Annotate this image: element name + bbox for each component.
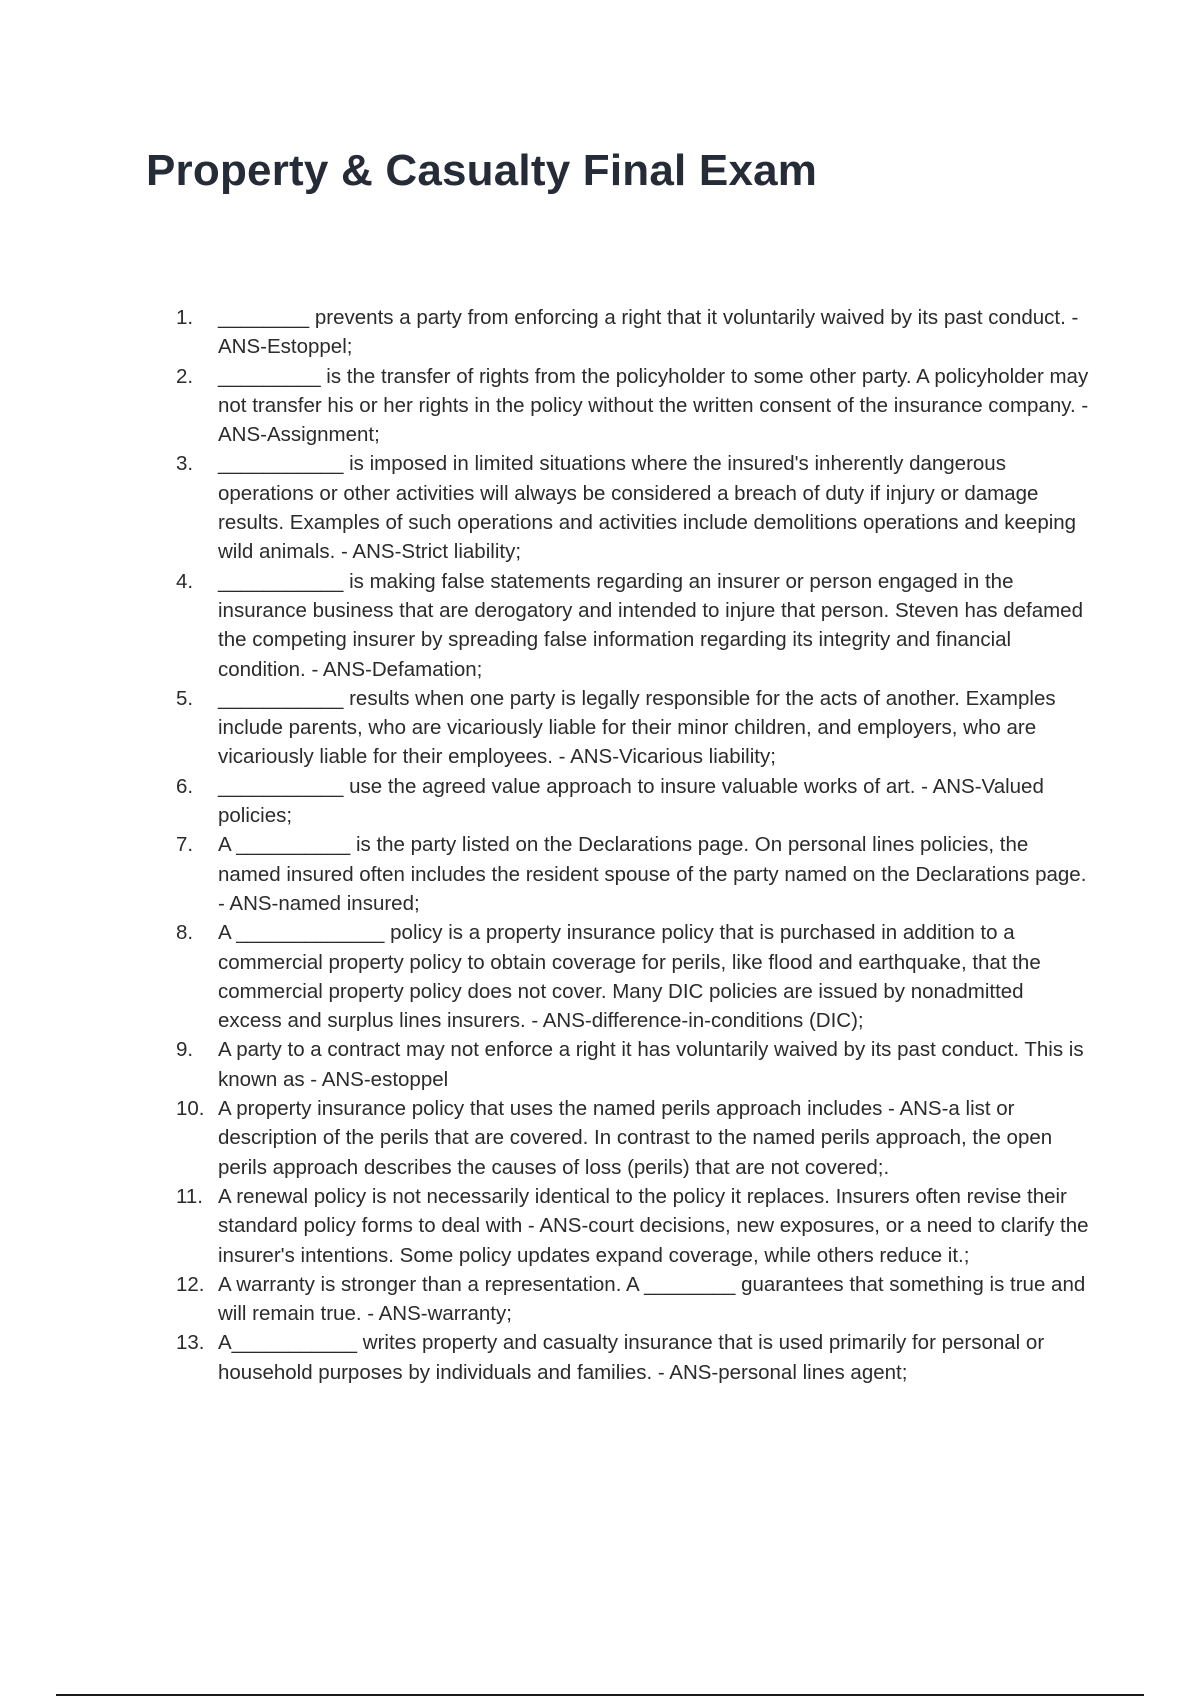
item-number: 9.	[176, 1038, 194, 1062]
item-number: 12.	[176, 1272, 205, 1296]
footer-divider	[56, 1694, 1144, 1696]
item-text: A property insurance policy that uses the named perils approach includes - ANS-a list or description of the perils that are covered. In contrast to the named perils approach, the open perils approach describes the causes of loss (perils) that are not covered;.	[218, 1097, 1053, 1179]
item-number: 6.	[176, 774, 194, 798]
item-number: 4.	[176, 569, 194, 593]
list-item	[176, 772, 1092, 831]
item-number: 10.	[176, 1097, 205, 1121]
item-text: ___________ results when one party is legally responsible for the acts of another. Examples include parents, who are vicariously liable for their minor children, and employers, who are vicariously liable for their employees. - ANS-Vicarious liability;	[218, 686, 1056, 769]
list-item	[176, 830, 1092, 918]
list-item	[176, 1328, 1092, 1387]
item-text: _________ is the transfer of rights from the policyholder to some other party. A policyholder may not transfer his or her rights in the policy without the written consent of the insurance company. - ANS-Assignment;	[218, 364, 1089, 447]
list-item	[176, 567, 1092, 684]
question-list	[176, 303, 1092, 1387]
item-number: 1.	[176, 306, 194, 329]
item-text: A __________ is the party listed on the Declarations page. On personal lines policies, the named insured often includes the resident spouse of the party named on the Declarations page. - ANS-named insured;	[218, 833, 1087, 915]
item-text: ___________ use the agreed value approach to insure valuable works of art. - ANS-Valued policies;	[218, 774, 1044, 828]
page-title: Property & Casualty Final Exam	[146, 146, 818, 195]
item-text: A___________ writes property and casualty insurance that is used primarily for personal or household purposes by individuals and families. - ANS-personal lines agent;	[218, 1331, 1045, 1384]
list-item	[176, 1094, 1092, 1182]
list-item	[176, 684, 1092, 772]
list-item	[176, 449, 1092, 566]
item-text: A warranty is stronger than a representation. A ________ guarantees that something is true and will remain true. - ANS-warranty;	[218, 1272, 1086, 1326]
item-text: ___________ is making false statements regarding an insurer or person engaged in the insurance business that are derogatory and intended to injure that person. Steven has defamed the competing insurer by spreading false information regarding its integrity and financial condition. - ANS-Defamation;	[218, 569, 1083, 681]
list-item	[176, 303, 1092, 362]
item-number: 5.	[176, 686, 194, 710]
item-number: 8.	[176, 921, 194, 945]
list-item	[176, 1270, 1092, 1329]
list-item	[176, 918, 1092, 1035]
item-number: 3.	[176, 452, 194, 476]
item-text: A renewal policy is not necessarily identical to the policy it replaces. Insurers often revise their standard policy forms to deal with - ANS-court decisions, new exposures, or a need to clarify the insurer's intentions. Some policy updates expand coverage, while others reduce it.;	[218, 1184, 1089, 1267]
item-text: ________ prevents a party from enforcing a right that it voluntarily waived by its past conduct. - ANS-Estoppel;	[218, 306, 1079, 359]
item-number: 7.	[176, 833, 194, 857]
item-text: ___________ is imposed in limited situations where the insured's inherently dangerous operations or other activities will always be considered a breach of duty if injury or damage results. Examples of such operations and activities include demolitions operations and keeping wild animals. - ANS-Strict liability;	[218, 452, 1077, 564]
list-item	[176, 362, 1092, 450]
item-number: 11.	[176, 1184, 203, 1208]
list-item	[176, 1182, 1092, 1270]
item-text: A _____________ policy is a property insurance policy that is purchased in addition to a commercial property policy to obtain coverage for perils, like flood and earthquake, that the commercial property policy does not cover. Many DIC policies are issued by nonadmitted excess and surplus lines insurers. - ANS-difference-in-conditions (DIC);	[218, 921, 1041, 1033]
item-number: 2.	[176, 364, 194, 388]
item-number: 13.	[176, 1331, 205, 1355]
list-item	[176, 1035, 1092, 1094]
item-text: A party to a contract may not enforce a right it has voluntarily waived by its past conduct. This is known as - ANS-estoppel	[218, 1038, 1084, 1091]
